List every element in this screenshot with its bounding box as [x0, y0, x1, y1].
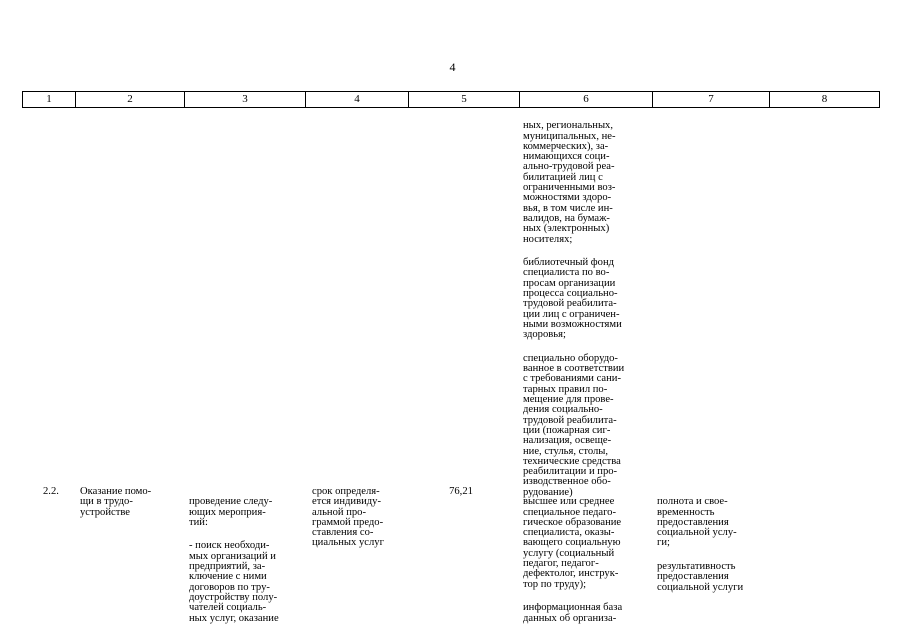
header-col-5: 5: [409, 92, 520, 107]
quality-indicator-1: полнота и свое- временность предоставления социальной услу- ги;: [657, 496, 737, 549]
service-name: Оказание помо- щи в трудо- устройстве: [80, 486, 152, 518]
service-conditions-para-1: высшее или среднее специальное педаго- гическое образование специалиста, оказы- вающего социальную услугу (социальный педагог, педагог- дефектолог, инструк- тор по труду);: [523, 496, 622, 590]
quality-indicator-2: результативность предоставления социальной услуги: [657, 561, 744, 593]
table-header-row: [22, 91, 880, 108]
header-col-6: 6: [520, 92, 653, 107]
service-content-para-2: - поиск необходи- мых организаций и предприятий, за- ключение с ними договоров по тру- доустройству полу- чателей социаль- ных услуг, оказание: [189, 540, 279, 624]
header-col-4: 4: [306, 92, 409, 107]
service-conditions-para-2: информационная база данных об организа-: [523, 602, 623, 624]
service-conditions: [523, 487, 653, 634]
header-col-2: 2: [76, 92, 185, 107]
service-content-para-1: проведение следу- ющих мероприя- тий:: [189, 496, 273, 528]
header-col-7: 7: [653, 92, 770, 107]
continuation-col6-para-3: специально оборудо- ванное в соответствии с требованиями сани- тарных правил по- мещение для прове- дения социально- трудовой реабилита- ции (пожарная сиг- нализация, освеще- ние, стулья, столы, технические средства реабилитации и про- изводственное обо- рудование): [523, 352, 625, 498]
continuation-col6-para-1: ных, региональных, муниципальных, не- коммерческих), за- нимающихся соци- ально-трудовой реа- билитацией лиц с ограниченными воз- можностями здоро- вья, в том числе ин- валидов, на бумаж- ных (электронных) носителях;: [523, 120, 616, 245]
service-term: срок определя- ется индивиду- альной про- граммой предо- ставления со- циальных услуг: [312, 486, 384, 549]
continuation-col6-para-2: библиотечный фонд специалиста по во- просам организации процесса социально- трудовой реабилита- ции лиц с ограничен- ными возможностями здоровья;: [523, 257, 622, 341]
header-col-1: 1: [23, 92, 76, 107]
service-tariff: 76,21: [449, 486, 473, 497]
service-content: [189, 487, 307, 634]
header-col-8: 8: [821, 93, 828, 105]
header-col-3: 3: [185, 92, 306, 107]
service-quality-indicators: [657, 487, 772, 603]
row-number: 2.2.: [43, 486, 59, 497]
page-number: 4: [449, 60, 456, 74]
continuation-col6: [523, 111, 653, 508]
